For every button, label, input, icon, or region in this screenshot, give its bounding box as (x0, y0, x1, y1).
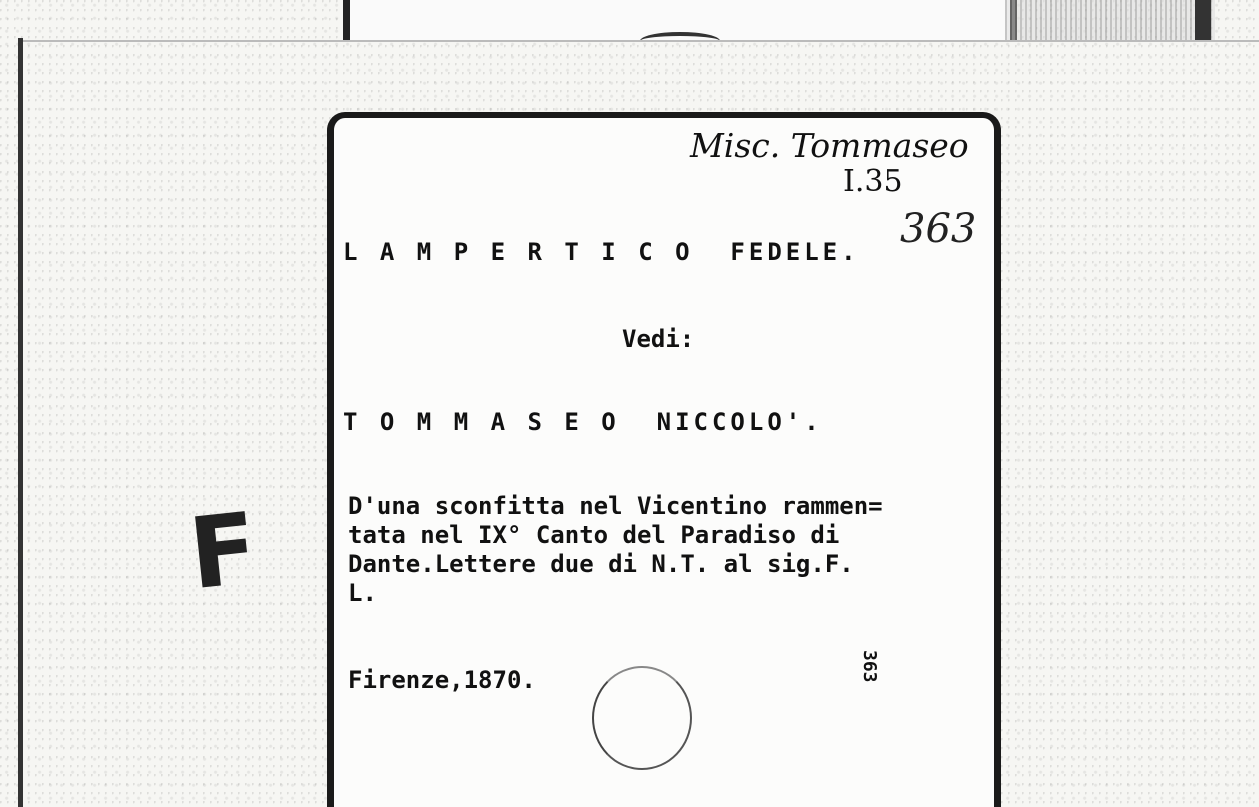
scan-noise (1005, 0, 1215, 42)
title-line: D'una sconfitta nel Vicentino rammen= (348, 492, 883, 520)
handwritten-number: 363 (900, 206, 977, 252)
reference-heading: T O M M A S E O NICCOLO'. (343, 408, 823, 436)
shelfmark: Misc. Tommaseo (690, 126, 969, 165)
margin-letter: F (184, 491, 263, 613)
scan-edge-bar (1195, 0, 1211, 40)
title-line: Dante.Lettere due di N.T. al sig.F. (348, 550, 854, 578)
imprint: Firenze,1870. (348, 666, 536, 694)
author-heading: L A M P E R T I C O FEDELE. (343, 238, 860, 266)
vertical-number: 363 (859, 650, 880, 683)
see-label: Vedi: (622, 325, 695, 353)
title-line: tata nel IX° Canto del Paradiso di (348, 521, 840, 549)
stamp-circle (592, 666, 692, 770)
drawer-top-rule (18, 40, 1259, 42)
shelfmark-number: I.35 (843, 164, 903, 199)
drawer-left-edge (18, 38, 23, 807)
title-line: L. (348, 579, 377, 607)
